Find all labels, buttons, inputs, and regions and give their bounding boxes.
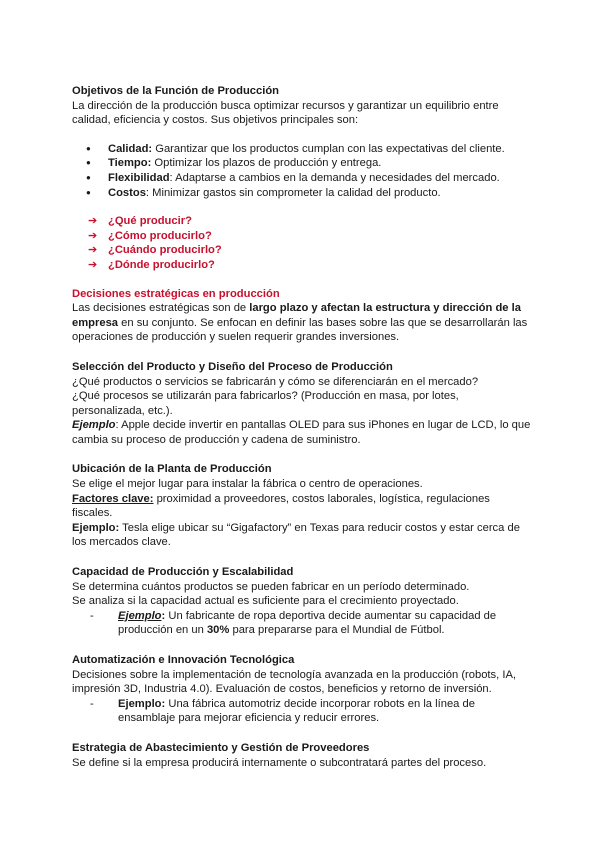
objetivos-intro: La dirección de la producción busca optimizar recursos y garantizar un equilibrio entre calidad, eficiencia y costos. Sus objetivos principales son:: [72, 99, 499, 127]
objective-label: Tiempo:: [108, 157, 152, 170]
automatizacion-line-1: Decisiones sobre la implementación de tecnología avanzada en la producción (robots, IA, impresión 3D, Industria 4.0). Evaluación de costos, beneficios y retorno de inversión.: [72, 668, 517, 696]
question-text: ¿Dónde producirlo?: [108, 258, 215, 271]
section-title-capacidad: Capacidad de Producción y Escalabilidad: [72, 566, 294, 579]
objective-text: Garantizar que los productos cumplan con las expectativas del cliente.: [152, 142, 505, 155]
objective-text: : Minimizar gastos sin comprometer la calidad del producto.: [145, 186, 441, 199]
capacidad-line-1: Se determina cuántos productos se pueden fabricar en un período determinado.: [72, 580, 470, 593]
list-item: [72, 171, 532, 186]
list-item: [72, 214, 532, 229]
example-text: Un fabricante de ropa deportiva decide aumentar su capacidad de producción en un: [118, 609, 497, 637]
abastecimiento-line-1: Se define si la empresa producirá internamente o subcontratará partes del proceso.: [72, 756, 487, 769]
emphasis-text: largo plazo y afectan la estructura y dirección de la empresa: [72, 302, 521, 329]
list-item: [72, 142, 532, 157]
emphasis-text: 30%: [206, 624, 230, 637]
decisiones-paragraph: [72, 301, 532, 345]
objective-text: Optimizar los plazos de producción y entrega.: [151, 157, 382, 170]
example-label: Ejemplo:: [72, 521, 120, 534]
section-title-automatizacion: Automatización e Innovación Tecnológica: [72, 654, 295, 666]
seleccion-question-1: ¿Qué productos o servicios se fabricarán y cómo se diferenciarán en el mercado?: [72, 375, 479, 388]
list-item: [72, 156, 532, 171]
objective-text: : Adaptarse a cambios en la demanda y necesidades del mercado.: [169, 171, 500, 184]
example-text: Una fábrica automotriz decide incorporar robots en la línea de ensamblaje para mejorar eficiencia y reducir errores.: [118, 697, 475, 725]
document-content: [72, 84, 532, 770]
objective-label: Calidad:: [108, 142, 153, 155]
example-text: para prepararse para el Mundial de Fútbol.: [229, 624, 445, 637]
example-text: Tesla elige ubicar su “Gigafactory” en Texas para reducir costos y estar cerca de los mercados clave.: [72, 521, 520, 549]
example-label: Ejemplo:: [118, 697, 166, 710]
section-title-ubicacion: Ubicación de la Planta de Producción: [72, 463, 272, 476]
ubicacion-line-1: Se elige el mejor lugar para instalar la fábrica o centro de operaciones.: [72, 478, 423, 491]
example-text: : Apple decide invertir en pantallas OLED para sus iPhones en lugar de LCD, lo que cambia su proceso de producción y cadena de suministro.: [72, 419, 531, 446]
list-item: [72, 609, 532, 638]
list-item: [72, 243, 532, 258]
ubicacion-example: [72, 521, 532, 550]
ubicacion-factors: [72, 492, 532, 521]
list-item: [72, 697, 532, 726]
list-item: [72, 186, 532, 201]
arrow-right-icon: ➔: [88, 244, 98, 257]
automatizacion-example-list: [72, 697, 532, 726]
capacidad-example-list: [72, 609, 532, 638]
questions-list: [72, 214, 532, 272]
section-title-seleccion: Selección del Producto y Diseño del Proceso de Producción: [72, 360, 393, 373]
question-text: ¿Qué producir?: [108, 215, 192, 228]
factors-label: Factores clave:: [72, 492, 154, 505]
text-run: en su conjunto. Se enfocan en definir las bases sobre las que se desarrollarán las operaciones de producción y suelen requerir grandes inversiones.: [72, 316, 528, 344]
arrow-right-icon: ➔: [88, 229, 98, 242]
objective-label: Flexibilidad: [108, 171, 170, 184]
seleccion-example: [72, 418, 532, 447]
list-item: [72, 229, 532, 244]
factors-text: proximidad a proveedores, costos laborales, logística, regulaciones fiscales.: [72, 492, 490, 520]
question-text: ¿Cómo producirlo?: [108, 229, 212, 242]
objectives-list: [72, 142, 532, 200]
dash-bullet: -: [90, 609, 94, 622]
question-text: ¿Cuándo producirlo?: [108, 244, 222, 257]
example-label: Ejemplo: [118, 609, 162, 622]
arrow-right-icon: ➔: [88, 215, 98, 228]
list-item: [72, 258, 532, 273]
capacidad-line-2: Se analiza si la capacidad actual es suficiente para el crecimiento proyectado.: [72, 595, 459, 608]
section-title-abastecimiento: Estrategia de Abastecimiento y Gestión de Proveedores: [72, 741, 370, 754]
objective-label: Costos: [108, 186, 146, 199]
example-colon: :: [161, 609, 166, 622]
arrow-right-icon: ➔: [88, 258, 98, 271]
seleccion-question-2: ¿Qué procesos se utilizarán para fabricarlos? (Producción en masa, por lotes, personalizada, etc.).: [72, 390, 459, 417]
text-run: Las decisiones estratégicas son de: [72, 302, 250, 315]
dash-bullet: -: [90, 697, 94, 710]
example-label: Ejemplo: [72, 419, 116, 432]
section-title-objetivos: Objetivos de la Función de Producción: [72, 85, 279, 97]
section-title-decisiones: Decisiones estratégicas en producción: [72, 287, 280, 300]
